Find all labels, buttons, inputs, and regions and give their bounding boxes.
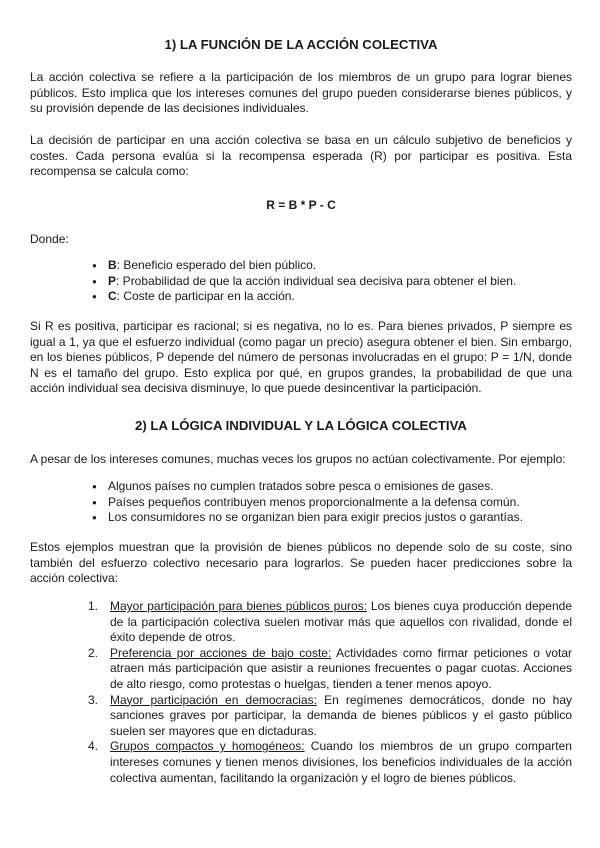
term-item-b: ● B: Beneficio esperado del bien público. [108,258,568,274]
predictions-list [88,599,573,786]
prediction-item: 4. Grupos compactos y homogéneos: Cuando los miembros de un grupo comparten intereses comunes y tienen menos divisiones, los beneficios individuales de la acción colectiva aumentan, facilitando la organización y el logro de bienes públicos. [88,739,572,785]
formula: R = B * P - C [266,198,336,212]
example-item: ● Algunos países no cumplen tratados sobre pesca o emisiones de gases. [108,479,568,495]
section-1-paragraph-3: Si R es positiva, participar es racional; si es negativa, no lo es. Para bienes privados, P siempre es igual a 1, ya que el esfuerzo individual (como pagar un precio) asegura obtener el bien. Sin embargo, en los bienes públicos, P depende del número de personas involucradas en el grupo: P = 1/N, donde N es el tamaño del grupo. Esto explica por qué, en grupos grandes, la probabilidad de que una acción individual sea decisiva disminuye, lo que puede desincentivar la participación. [30,319,572,396]
prediction-title: Mayor participación para bienes públicos puros: [110,599,367,613]
donde-label: Donde: [30,232,69,246]
example-item: ● Los consumidores no se organizan bien para exigir precios justos o garantías. [108,510,568,526]
section-2-paragraph-1: A pesar de los intereses comunes, muchas veces los grupos no actúan colectivamente. Por ejemplo: [30,452,566,466]
section-1-paragraph-2: La decisión de participar en una acción colectiva se basa en un cálculo subjetivo de beneficios y costes. Cada persona evalúa si la recompensa esperada (R) por participar es positiva. Esta recompensa se calcula como: [30,133,572,179]
term-item-c: ● C: Coste de participar en la acción. [108,289,568,305]
section-1-heading: 1) LA FUNCIÓN DE LA ACCIÓN COLECTIVA [164,37,438,52]
prediction-item: 1. Mayor participación para bienes públicos puros: Los bienes cuya producción depende de la participación colectiva suelen motivar más que aquellos con rivalidad, donde el éxito depende de otros. [88,599,572,645]
section-2-heading: 2) LA LÓGICA INDIVIDUAL Y LA LÓGICA COLECTIVA [135,418,467,433]
prediction-item: 2. Preferencia por acciones de bajo coste: Actividades como firmar peticiones o votar atraen más participación que asistir a reuniones frecuentes o pagar cuotas. Acciones de alto riesgo, como protestas o huelgas, tienden a tener menos apoyo. [88,645,572,691]
examples-list [108,479,568,526]
prediction-title: Mayor participación en democracias: [110,692,317,707]
terms-list [108,258,568,305]
prediction-item: 3. Mayor participación en democracias: En regímenes democráticos, donde no hay sanciones graves por participar, la demanda de bienes públicos y el gasto público suelen ser mayores que en dictaduras. [88,692,573,738]
section-2-paragraph-2: Estos ejemplos muestran que la provisión de bienes públicos no depende solo de su coste, sino también del esfuerzo colectivo necesario para lograrlos. Se pueden hacer predicciones sobre la acción colectiva: [30,540,572,586]
prediction-title: Preferencia por acciones de bajo coste: [110,645,332,660]
section-1-paragraph-1: La acción colectiva se refiere a la participación de los miembros de un grupo para lograr bienes públicos. Esto implica que los intereses comunes del grupo pueden considerarse bienes públicos, y su provisión depende de las decisiones individuales. [30,70,572,116]
example-item: ● Países pequeños contribuyen menos proporcionalmente a la defensa común. [108,495,568,511]
prediction-title: Grupos compactos y homogéneos: [110,739,305,754]
term-item-p: ● P: Probabilidad de que la acción individual sea decisiva para obtener el bien. [108,274,568,290]
